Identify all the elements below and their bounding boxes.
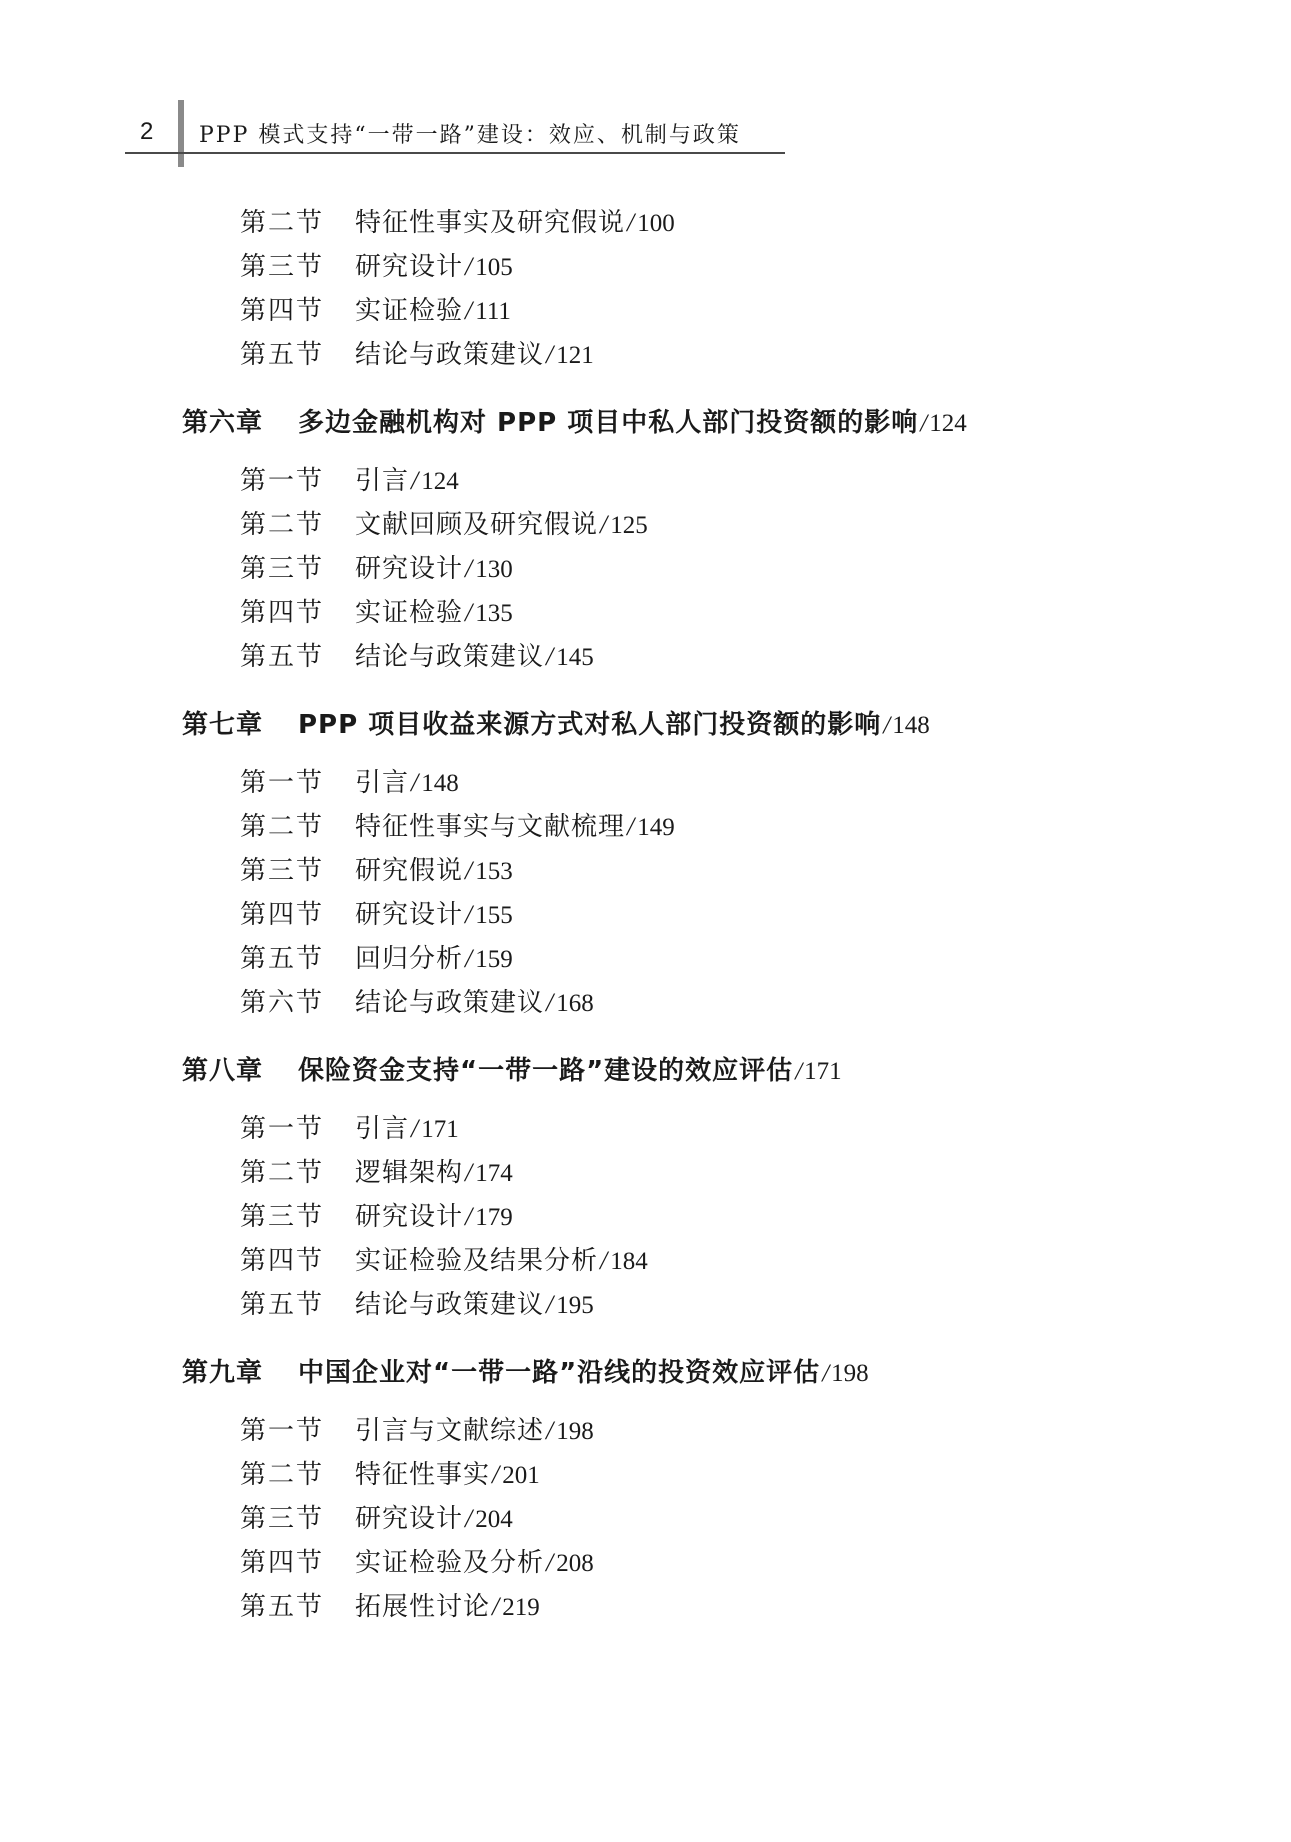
section-title-text: 回归分析 [355, 944, 464, 974]
page-separator: / [465, 856, 474, 885]
toc-section-entry[interactable] [0, 1278, 1291, 1322]
section-page-number: 171 [421, 1116, 459, 1143]
section-page-number: 201 [502, 1462, 540, 1489]
page-separator: / [600, 1246, 609, 1275]
page-header [0, 100, 1291, 170]
chapter-title [298, 402, 967, 439]
section-title [355, 894, 513, 931]
page-separator: / [546, 340, 555, 369]
section-title-text: 研究设计 [355, 900, 464, 930]
section-page-number: 135 [475, 600, 513, 627]
section-title [355, 246, 513, 283]
toc-section-entry[interactable] [0, 844, 1291, 888]
page-separator: / [546, 642, 555, 671]
toc-section-entry[interactable] [0, 196, 1291, 240]
page-separator: / [411, 1114, 420, 1143]
page-separator: / [465, 1202, 474, 1231]
page-separator: / [546, 1548, 555, 1577]
page-separator: / [465, 900, 474, 929]
section-page-number: 155 [475, 902, 513, 929]
section-title-text: 研究设计 [355, 1202, 464, 1232]
page-separator: / [627, 208, 636, 237]
chapter-title-text: 保险资金支持“一带一路”建设的效应评估 [298, 1056, 794, 1086]
section-number: 第三节 [240, 252, 325, 282]
section-page-number: 121 [556, 342, 594, 369]
section-title [355, 636, 594, 673]
page-separator: / [411, 768, 420, 797]
page-separator: / [920, 410, 928, 437]
section-title-text: 结论与政策建议 [355, 642, 545, 672]
section-number: 第四节 [240, 1246, 325, 1276]
section-title-text: 研究假说 [355, 856, 464, 886]
page-separator: / [465, 252, 474, 281]
toc-chapter-entry[interactable] [0, 1338, 1291, 1404]
page-separator: / [465, 1158, 474, 1187]
toc-section-entry[interactable] [0, 1146, 1291, 1190]
section-page-number: 195 [556, 1292, 594, 1319]
toc-section-entry[interactable] [0, 976, 1291, 1020]
section-title [355, 1586, 540, 1623]
toc-section-entry[interactable] [0, 888, 1291, 932]
section-title [355, 1152, 513, 1189]
section-title-text: 研究设计 [355, 554, 464, 584]
page-number: 2 [140, 118, 154, 145]
chapter-number: 第七章 [182, 710, 264, 740]
section-title-text: 特征性事实 [355, 1460, 491, 1490]
section-number: 第五节 [240, 1290, 325, 1320]
section-page-number: 148 [421, 770, 459, 797]
section-page-number: 111 [475, 298, 511, 325]
page-separator: / [465, 598, 474, 627]
chapter-title-text: PPP 项目收益来源方式对私人部门投资额的影响 [298, 710, 882, 740]
section-title [355, 290, 511, 327]
section-title-text: 特征性事实及研究假说 [355, 208, 626, 238]
section-title-text: 引言 [355, 768, 410, 798]
section-title [355, 982, 594, 1019]
toc-section-entry[interactable] [0, 240, 1291, 284]
toc-section-entry[interactable] [0, 328, 1291, 372]
section-number: 第二节 [240, 1460, 325, 1490]
toc-section-entry[interactable] [0, 1102, 1291, 1146]
toc-spacer [0, 674, 1291, 690]
section-title-text: 结论与政策建议 [355, 1290, 545, 1320]
section-title [355, 334, 594, 371]
section-title [355, 1454, 540, 1491]
running-title: PPP 模式支持“一带一路”建设：效应、机制与政策 [199, 123, 741, 148]
page-separator: / [465, 296, 474, 325]
page-separator: / [465, 1504, 474, 1533]
page-separator: / [546, 1290, 555, 1319]
section-page-number: 105 [475, 254, 513, 281]
section-number: 第三节 [240, 856, 325, 886]
section-title [355, 548, 513, 585]
toc-section-entry[interactable] [0, 498, 1291, 542]
section-page-number: 219 [502, 1594, 540, 1621]
section-title [355, 592, 513, 629]
page-separator: / [411, 466, 420, 495]
section-page-number: 125 [610, 512, 648, 539]
section-number: 第四节 [240, 598, 325, 628]
chapter-number: 第八章 [182, 1056, 264, 1086]
section-page-number: 174 [475, 1160, 513, 1187]
section-title [355, 1542, 594, 1579]
chapter-number: 第六章 [182, 408, 264, 438]
section-number: 第一节 [240, 768, 325, 798]
section-title-text: 实证检验及分析 [355, 1548, 545, 1578]
page-separator: / [465, 944, 474, 973]
toc-section-entry[interactable] [0, 1190, 1291, 1234]
section-number: 第六节 [240, 988, 325, 1018]
section-number: 第二节 [240, 208, 325, 238]
section-title [355, 1498, 513, 1535]
section-title-text: 研究设计 [355, 252, 464, 282]
section-number: 第四节 [240, 296, 325, 326]
section-title-text: 实证检验 [355, 598, 464, 628]
toc-spacer [0, 372, 1291, 388]
section-title [355, 850, 513, 887]
section-number: 第三节 [240, 554, 325, 584]
section-title-text: 实证检验及结果分析 [355, 1246, 599, 1276]
chapter-title [298, 1050, 842, 1087]
section-page-number: 204 [475, 1506, 513, 1533]
section-title [355, 1410, 594, 1447]
section-number: 第一节 [240, 466, 325, 496]
section-page-number: 130 [475, 556, 513, 583]
page-separator: / [600, 510, 609, 539]
toc-section-entry[interactable] [0, 454, 1291, 498]
toc-section-entry[interactable] [0, 1404, 1291, 1448]
toc-section-entry[interactable] [0, 586, 1291, 630]
section-page-number: 149 [637, 814, 675, 841]
chapter-page-number: 148 [892, 712, 930, 739]
section-title [355, 504, 648, 541]
section-page-number: 208 [556, 1550, 594, 1577]
section-number: 第四节 [240, 1548, 325, 1578]
chapter-page-number: 198 [831, 1360, 869, 1387]
section-title-text: 实证检验 [355, 296, 464, 326]
toc-section-entry[interactable] [0, 1448, 1291, 1492]
section-title-text: 引言与文献综述 [355, 1416, 545, 1446]
section-title [355, 806, 675, 843]
chapter-title-text: 中国企业对“一带一路”沿线的投资效应评估 [298, 1358, 821, 1388]
toc-spacer [0, 1322, 1291, 1338]
table-of-contents [0, 196, 1291, 1624]
page-separator: / [822, 1360, 830, 1387]
section-number: 第五节 [240, 642, 325, 672]
section-number: 第三节 [240, 1202, 325, 1232]
chapter-page-number: 124 [929, 410, 967, 437]
section-title-text: 拓展性讨论 [355, 1592, 491, 1622]
page-separator: / [465, 554, 474, 583]
section-title-text: 引言 [355, 466, 410, 496]
section-number: 第一节 [240, 1114, 325, 1144]
section-page-number: 100 [637, 210, 675, 237]
section-page-number: 198 [556, 1418, 594, 1445]
section-number: 第四节 [240, 900, 325, 930]
section-page-number: 168 [556, 990, 594, 1017]
chapter-title [298, 704, 930, 741]
section-page-number: 153 [475, 858, 513, 885]
section-page-number: 184 [610, 1248, 648, 1275]
toc-section-entry[interactable] [0, 932, 1291, 976]
section-title [355, 460, 459, 497]
section-title [355, 1108, 459, 1145]
section-page-number: 179 [475, 1204, 513, 1231]
section-title-text: 结论与政策建议 [355, 340, 545, 370]
toc-chapter-entry[interactable] [0, 1036, 1291, 1102]
toc-section-entry[interactable] [0, 1492, 1291, 1536]
section-number: 第二节 [240, 510, 325, 540]
page-separator: / [627, 812, 636, 841]
toc-section-entry[interactable] [0, 1234, 1291, 1278]
toc-section-entry[interactable] [0, 542, 1291, 586]
section-page-number: 145 [556, 644, 594, 671]
section-title-text: 引言 [355, 1114, 410, 1144]
chapter-title-text: 多边金融机构对 PPP 项目中私人部门投资额的影响 [298, 408, 919, 438]
section-number: 第三节 [240, 1504, 325, 1534]
toc-section-entry[interactable] [0, 756, 1291, 800]
page-separator: / [795, 1058, 803, 1085]
section-number: 第二节 [240, 812, 325, 842]
chapter-page-number: 171 [804, 1058, 842, 1085]
toc-chapter-entry[interactable] [0, 690, 1291, 756]
page-separator: / [492, 1460, 501, 1489]
toc-section-entry[interactable] [0, 284, 1291, 328]
section-title [355, 1240, 648, 1277]
section-title-text: 逻辑架构 [355, 1158, 464, 1188]
section-page-number: 124 [421, 468, 459, 495]
toc-section-entry[interactable] [0, 1580, 1291, 1624]
section-number: 第一节 [240, 1416, 325, 1446]
section-number: 第五节 [240, 1592, 325, 1622]
toc-section-entry[interactable] [0, 1536, 1291, 1580]
toc-section-entry[interactable] [0, 800, 1291, 844]
section-title [355, 1284, 594, 1321]
page-separator: / [492, 1592, 501, 1621]
page-separator: / [546, 988, 555, 1017]
section-title-text: 特征性事实与文献梳理 [355, 812, 626, 842]
toc-chapter-entry[interactable] [0, 388, 1291, 454]
section-title [355, 938, 513, 975]
section-title-text: 研究设计 [355, 1504, 464, 1534]
section-title-text: 结论与政策建议 [355, 988, 545, 1018]
section-number: 第五节 [240, 944, 325, 974]
section-number: 第五节 [240, 340, 325, 370]
section-page-number: 159 [475, 946, 513, 973]
section-title-text: 文献回顾及研究假说 [355, 510, 599, 540]
header-rule [125, 152, 785, 154]
section-number: 第二节 [240, 1158, 325, 1188]
toc-section-entry[interactable] [0, 630, 1291, 674]
chapter-title [298, 1352, 869, 1389]
page-separator: / [883, 712, 891, 739]
section-title [355, 202, 675, 239]
section-title [355, 1196, 513, 1233]
chapter-number: 第九章 [182, 1358, 264, 1388]
page-separator: / [546, 1416, 555, 1445]
section-title [355, 762, 459, 799]
toc-spacer [0, 1020, 1291, 1036]
header-bar [178, 100, 184, 167]
